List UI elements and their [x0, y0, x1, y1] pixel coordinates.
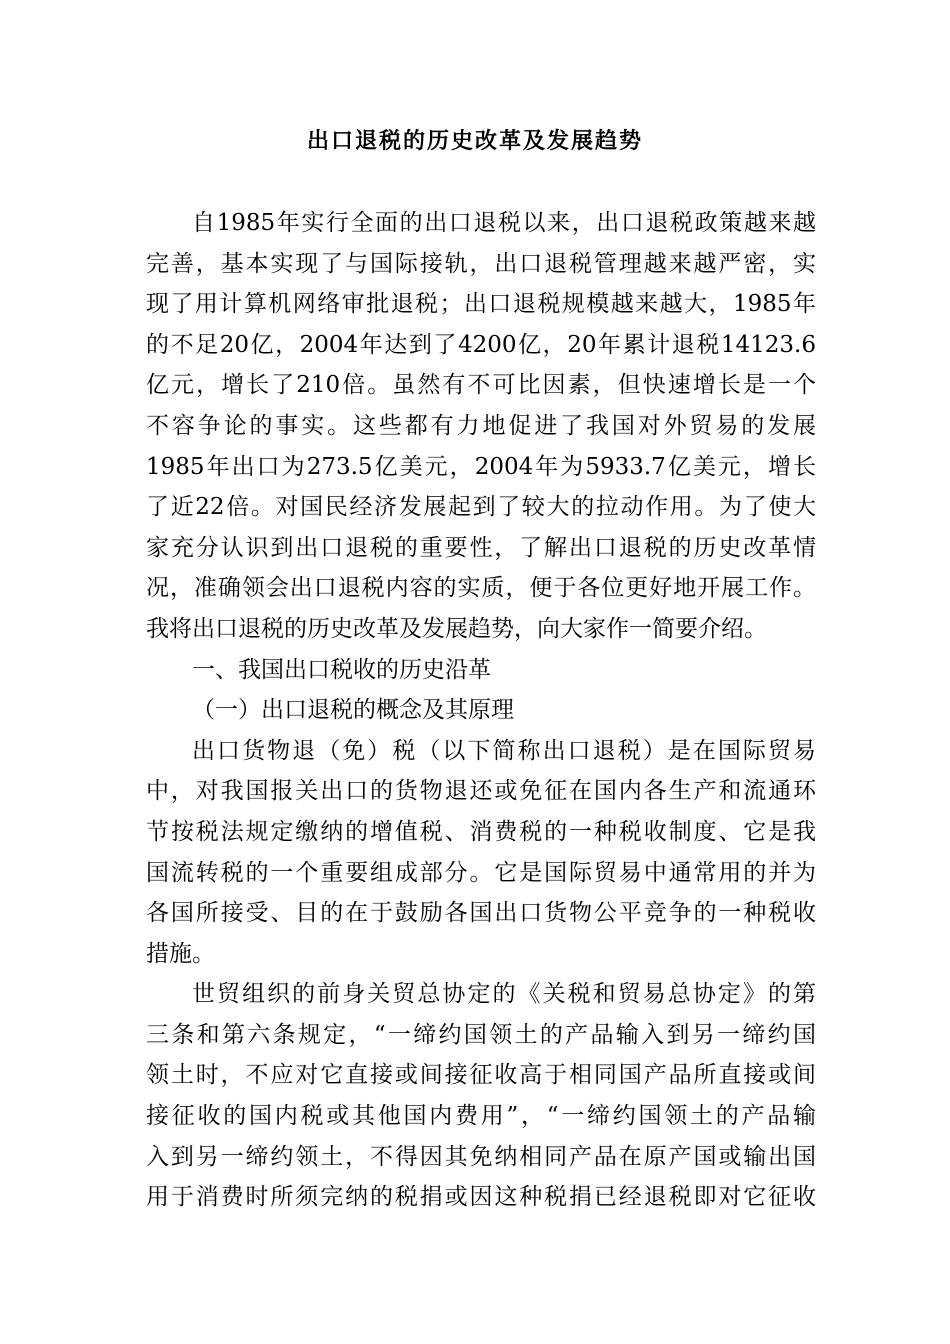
text-line: 世贸组织的前身关贸总协定的《关税和贸易总协定》的第 — [192, 981, 816, 1008]
text-line: （一）出口退税的概念及其原理 — [192, 697, 514, 724]
document-body — [146, 203, 816, 1218]
text-line: 现了用计算机网络审批退税；出口退税规模越来越大，1985年 — [146, 291, 816, 318]
text-line: 中，对我国报关出口的货物退还或免征在国内各生产和流通环 — [146, 778, 816, 805]
text-line: 接征收的国内税或其他国内费用”，“一缔约国领土的产品输 — [146, 1103, 816, 1130]
text-line: 不容争论的事实。这些都有力地促进了我国对外贸易的发展 — [146, 412, 816, 439]
text-line: 况，准确领会出口退税内容的实质，便于各位更好地开展工作。 — [146, 575, 816, 602]
text-line: 领土时，不应对它直接或间接征收高于相同国产品所直接或间 — [146, 1062, 816, 1089]
text-line: 入到另一缔约领土，不得因其免纳相同产品在原产国或输出国 — [146, 1143, 816, 1170]
document-title: 出口退税的历史改革及发展趋势 — [306, 129, 643, 154]
text-line: 措施。 — [146, 940, 215, 967]
text-line: 节按税法规定缴纳的增值税、消费税的一种税收制度、它是我 — [146, 818, 816, 845]
text-line: 一、我国出口税收的历史沿革 — [192, 656, 491, 683]
text-line: 完善，基本实现了与国际接轨，出口退税管理越来越严密，实 — [146, 250, 816, 277]
text-line: 了近22倍。对国民经济发展起到了较大的拉动作用。为了使大 — [146, 494, 816, 521]
text-line: 的不足20亿，2004年达到了4200亿，20年累计退税14123.6 — [146, 331, 816, 358]
text-line: 各国所接受、目的在于鼓励各国出口货物公平竞争的一种税收 — [146, 900, 816, 927]
text-line: 我将出口退税的历史改革及发展趋势，向大家作一简要介绍。 — [146, 615, 767, 642]
text-line: 自1985年实行全面的出口退税以来，出口退税政策越来越 — [192, 210, 816, 236]
text-line: 亿元，增长了210倍。虽然有不可比因素，但快速增长是一个 — [146, 372, 816, 399]
text-line: 家充分认识到出口退税的重要性，了解出口退税的历史改革情 — [146, 534, 816, 561]
text-line: 三条和第六条规定，“一缔约国领土的产品输入到另一缔约国 — [146, 1021, 816, 1048]
text-line: 出口货物退（免）税（以下简称出口退税）是在国际贸易 — [192, 737, 816, 764]
text-line: 1985年出口为273.5亿美元，2004年为5933.7亿美元，增长 — [146, 453, 816, 480]
text-line: 国流转税的一个重要组成部分。它是国际贸易中通常用的并为 — [146, 859, 816, 886]
text-line: 用于消费时所须完纳的税捐或因这种税捐已经退税即对它征收 — [146, 1184, 816, 1211]
